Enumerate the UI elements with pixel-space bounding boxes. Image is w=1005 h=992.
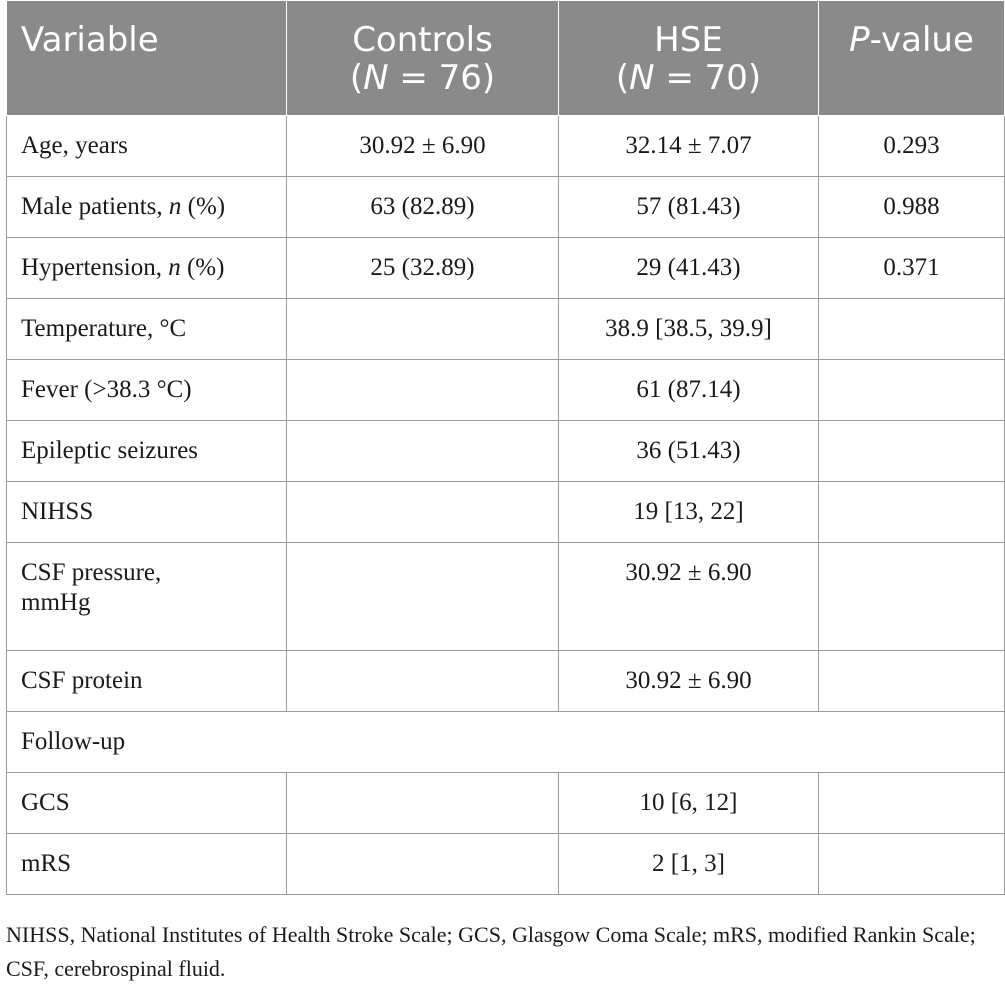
table-row (7, 482, 1005, 543)
pvalue-cell: 0.371 (819, 238, 1005, 299)
row-label: Hypertension, n (%) (7, 238, 287, 299)
table-row (7, 543, 1005, 651)
header-hse-n: (N = 70) (615, 58, 762, 98)
table-footnote: NIHSS, National Institutes of Health Stroke Scale; GCS, Glasgow Coma Scale; mRS, modified Rankin Scale; CSF, cerebrospinal fluid. (6, 922, 976, 981)
table-row (7, 116, 1005, 177)
table-row (7, 421, 1005, 482)
hse-cell: 10 [6, 12] (559, 773, 819, 834)
pvalue-cell (819, 421, 1005, 482)
table-row (7, 360, 1005, 421)
header-pvalue: P-value (819, 1, 1005, 116)
table-row (7, 177, 1005, 238)
pvalue-cell: 0.988 (819, 177, 1005, 238)
pvalue-cell (819, 651, 1005, 712)
row-label: CSF pressure, mmHg (7, 543, 287, 651)
hse-cell: 61 (87.14) (559, 360, 819, 421)
pvalue-cell (819, 299, 1005, 360)
row-label: Temperature, °C (7, 299, 287, 360)
controls-cell (287, 543, 559, 651)
table-header-row (7, 1, 1005, 116)
pvalue-cell (819, 773, 1005, 834)
pvalue-cell (819, 834, 1005, 895)
header-hse (559, 1, 819, 116)
header-controls (287, 1, 559, 116)
controls-cell (287, 834, 559, 895)
hse-cell: 32.14 ± 7.07 (559, 116, 819, 177)
hse-cell: 29 (41.43) (559, 238, 819, 299)
section-row (7, 712, 1005, 773)
controls-cell (287, 360, 559, 421)
pvalue-cell: 0.293 (819, 116, 1005, 177)
table-row (7, 238, 1005, 299)
patient-characteristics-table (6, 0, 1005, 895)
header-controls-title: Controls (352, 20, 493, 60)
header-variable: Variable (7, 1, 287, 116)
row-label: Epileptic seizures (7, 421, 287, 482)
controls-cell (287, 482, 559, 543)
table-row (7, 773, 1005, 834)
controls-cell: 25 (32.89) (287, 238, 559, 299)
controls-cell: 63 (82.89) (287, 177, 559, 238)
row-label: CSF protein (7, 651, 287, 712)
row-label: mRS (7, 834, 287, 895)
hse-cell: 36 (51.43) (559, 421, 819, 482)
row-label: Age, years (7, 116, 287, 177)
section-label-follow-up: Follow-up (7, 712, 1005, 773)
hse-cell: 30.92 ± 6.90 (559, 543, 819, 651)
controls-cell (287, 773, 559, 834)
pvalue-cell (819, 360, 1005, 421)
header-hse-title: HSE (654, 20, 723, 60)
row-label: GCS (7, 773, 287, 834)
table-row (7, 834, 1005, 895)
table-row (7, 299, 1005, 360)
controls-cell: 30.92 ± 6.90 (287, 116, 559, 177)
controls-cell (287, 421, 559, 482)
pvalue-cell (819, 482, 1005, 543)
row-label: NIHSS (7, 482, 287, 543)
row-label: Fever (>38.3 °C) (7, 360, 287, 421)
header-controls-n: (N = 76) (349, 58, 496, 98)
controls-cell (287, 299, 559, 360)
table-row (7, 651, 1005, 712)
controls-cell (287, 651, 559, 712)
hse-cell: 57 (81.43) (559, 177, 819, 238)
hse-cell: 38.9 [38.5, 39.9] (559, 299, 819, 360)
hse-cell: 19 [13, 22] (559, 482, 819, 543)
data-table-container (6, 0, 1004, 895)
pvalue-cell (819, 543, 1005, 651)
hse-cell: 30.92 ± 6.90 (559, 651, 819, 712)
hse-cell: 2 [1, 3] (559, 834, 819, 895)
row-label: Male patients, n (%) (7, 177, 287, 238)
